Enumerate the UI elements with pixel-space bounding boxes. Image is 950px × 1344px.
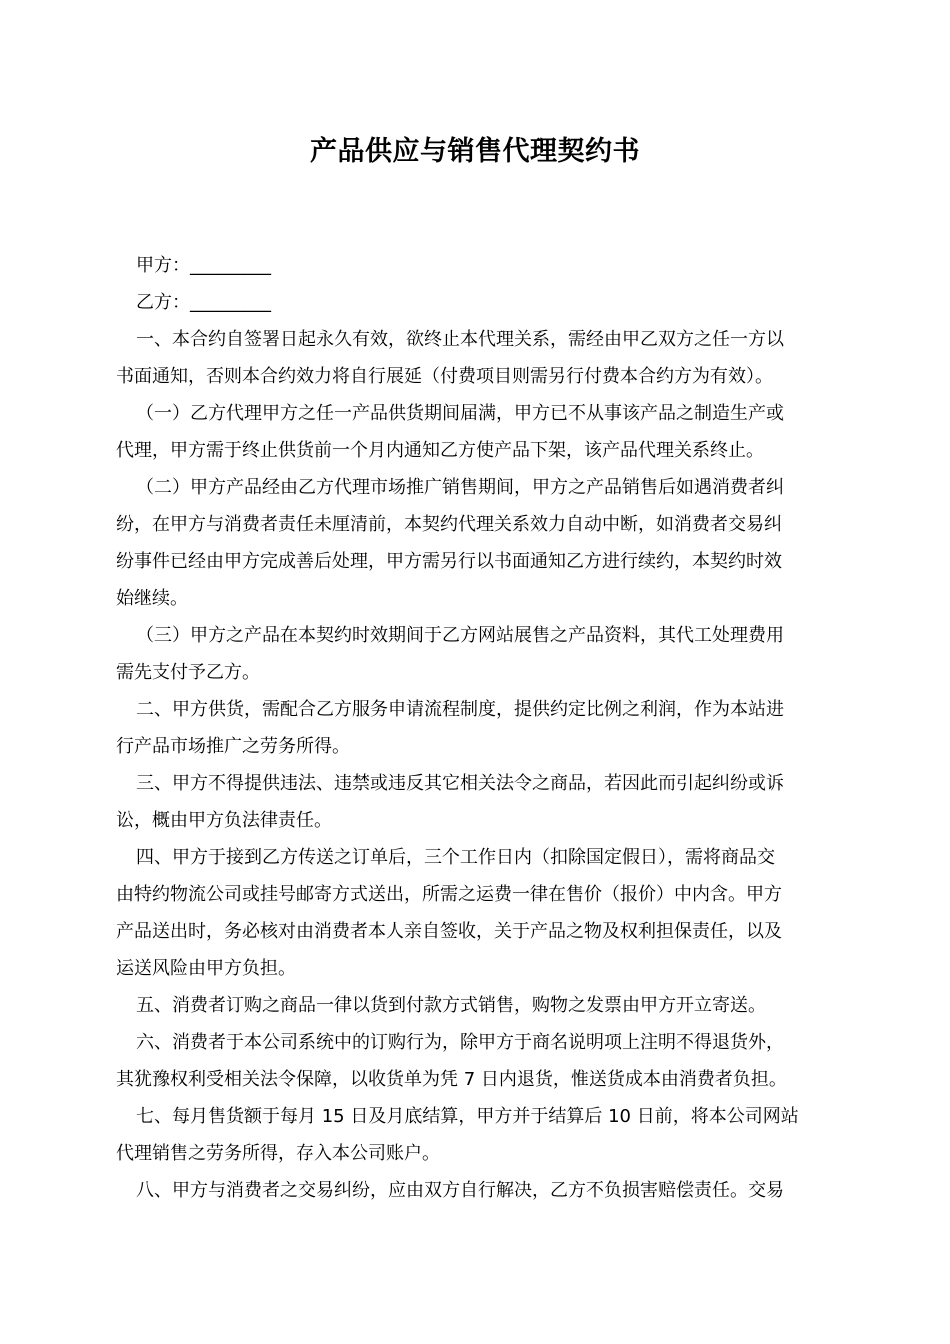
- party-b-blank: _________: [190, 292, 271, 313]
- text-line: 运送风险由甲方负担。: [116, 958, 296, 979]
- text-line: （三）甲方之产品在本契约时效期间于乙方网站展售之产品资料，其代工处理费用: [136, 625, 784, 646]
- document-title: 产品供应与销售代理契约书: [310, 136, 640, 167]
- text-line: 讼，概由甲方负法律责任。: [116, 810, 332, 831]
- text-line: 产品送出时，务必核对由消费者本人亲自签收，关于产品之物及权利担保责任，以及: [116, 921, 782, 942]
- party-b-label: 乙方：: [136, 292, 190, 313]
- text-line: 行产品市场推广之劳务所得。: [116, 736, 350, 757]
- text-line: 一、本合约自签署日起永久有效，欲终止本代理关系，需经由甲乙双方之任一方以: [136, 329, 784, 350]
- text-line: 需先支付予乙方。: [116, 662, 260, 683]
- text-line: 三、甲方不得提供违法、违禁或违反其它相关法令之商品，若因此而引起纠纷或诉: [136, 773, 784, 794]
- text-line: 五、消费者订购之商品一律以货到付款方式销售，购物之发票由甲方开立寄送。: [136, 995, 766, 1016]
- text-line: 其犹豫权利受相关法令保障，以收货单为凭 7 日内退货，惟送货成本由消费者负担。: [116, 1069, 787, 1090]
- document-body: [116, 247, 836, 1209]
- party-a-label: 甲方：: [136, 255, 190, 276]
- text-line: 代理销售之劳务所得，存入本公司账户。: [116, 1143, 440, 1164]
- party-b-line: [116, 284, 836, 321]
- text-line: （一）乙方代理甲方之任一产品供货期间届满，甲方已不从事该产品之制造生产或: [136, 403, 784, 424]
- text-line: 始继续。: [116, 588, 188, 609]
- text-line: 二、甲方供货，需配合乙方服务申请流程制度，提供约定比例之利润，作为本站进: [136, 699, 784, 720]
- clause-lines: [116, 321, 836, 1209]
- text-line: 四、甲方于接到乙方传送之订单后，三个工作日内（扣除国定假日），需将商品交: [136, 847, 775, 868]
- text-line: 代理，甲方需于终止供货前一个月内通知乙方使产品下架，该产品代理关系终止。: [116, 440, 764, 461]
- text-line: 七、每月售货额于每月 15 日及月底结算，甲方并于结算后 10 日前，将本公司网站: [136, 1106, 799, 1127]
- party-a-line: [116, 247, 836, 284]
- text-line: 书面通知，否则本合约效力将自行展延（付费项目则需另行付费本合约方为有效）。: [116, 366, 773, 387]
- text-line: 六、消费者于本公司系统中的订购行为，除甲方于商名说明项上注明不得退货外，: [136, 1032, 784, 1053]
- text-line: 由特约物流公司或挂号邮寄方式送出，所需之运费一律在售价（报价）中内含。甲方: [116, 884, 782, 905]
- text-line: 纷事件已经由甲方完成善后处理，甲方需另行以书面通知乙方进行续约，本契约时效: [116, 551, 782, 572]
- text-line: 八、甲方与消费者之交易纠纷，应由双方自行解决，乙方不负损害赔偿责任。交易: [136, 1180, 784, 1201]
- text-line: 纷，在甲方与消费者责任未厘清前，本契约代理关系效力自动中断，如消费者交易纠: [116, 514, 782, 535]
- party-a-blank: _________: [190, 255, 271, 276]
- text-line: （二）甲方产品经由乙方代理市场推广销售期间，甲方之产品销售后如遇消费者纠: [136, 477, 784, 498]
